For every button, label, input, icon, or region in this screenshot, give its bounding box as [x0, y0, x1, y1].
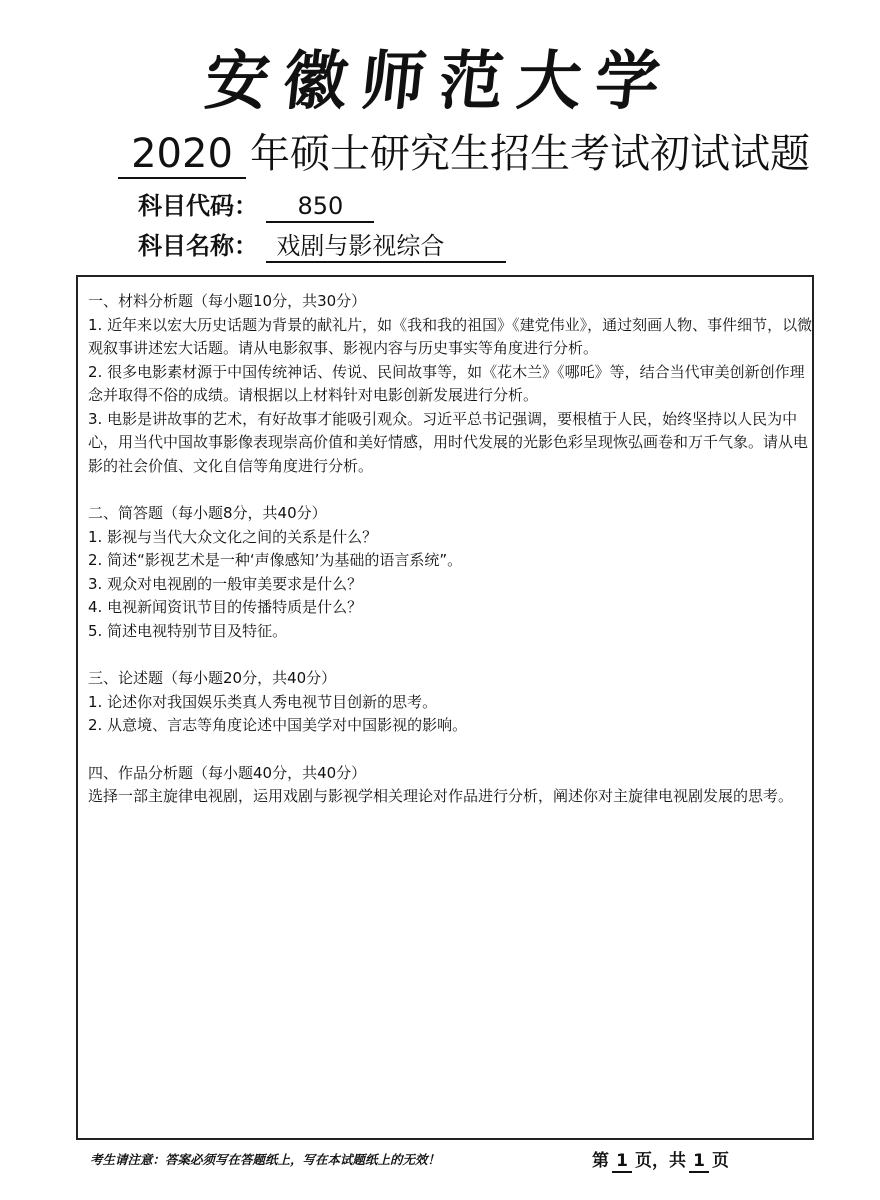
- question-item: 4. 电视新闻资讯节目的传播特质是什么？: [88, 598, 363, 616]
- exam-year: 2020: [118, 131, 246, 179]
- section-heading: 四、作品分析题（每小题40分，共40分）: [88, 763, 367, 782]
- page-current: 1: [612, 1151, 632, 1173]
- page-middle: 页，共: [635, 1151, 686, 1171]
- question-item: 3. 电影是讲故事的艺术，有好故事才能吸引观众。习近平总书记强调，要根植于人民，始终坚持以人民为中心，用当代中国故事影像表现崇高价值和美好情感，用时代发展的光影色彩呈现恢弘画卷和万千气象。请从电影的社会价值、文化自信等角度进行分析。: [88, 409, 809, 475]
- exam-notice: 考生请注意：答案必须写在答题纸上，写在本试题纸上的无效！: [90, 1152, 441, 1167]
- question-item: 1. 近年来以宏大历史话题为背景的献礼片，如《我和我的祖国》《建党伟业》，通过刻画人物、事件细节，以微观叙事讲述宏大话题。请从电影叙事、影视内容与历史事实等角度进行分析。: [88, 315, 813, 357]
- page-number: [592, 1146, 729, 1173]
- exam-title-text: 年硕士研究生招生考试初试试题: [250, 131, 810, 177]
- subject-name-label: 科目名称：: [138, 232, 258, 260]
- question-item: 3. 观众对电视剧的一般审美要求是什么？: [88, 574, 363, 593]
- exam-title: [118, 122, 810, 179]
- question-item: 2. 简述“影视艺术是一种‘声像感知’为基础的语言系统”。: [88, 551, 463, 569]
- university-logo: 安徽师范大学: [201, 44, 678, 119]
- section-heading: 二、简答题（每小题8分，共40分）: [88, 504, 327, 522]
- subject-name-row: [138, 226, 506, 263]
- page-suffix: 页: [712, 1151, 729, 1171]
- question-item: 2. 很多电影素材源于中国传统神话、传说、民间故事等，如《花木兰》《哪吒》等，结合当代审美创新创作理念并取得不俗的成绩。请根据以上材料针对电影创新发展进行分析。: [88, 362, 805, 404]
- section-heading: 一、材料分析题（每小题10分，共30分）: [88, 292, 367, 310]
- question-content: [88, 290, 816, 833]
- subject-code-row: [138, 186, 374, 223]
- subject-code-label: 科目代码：: [138, 192, 258, 220]
- subject-code: 850: [266, 192, 374, 223]
- section-short-answer: [88, 502, 816, 643]
- question-item: 2. 从意境、言志等角度论述中国美学对中国影视的影响。: [88, 716, 468, 734]
- section-heading: 三、论述题（每小题20分，共40分）: [88, 669, 337, 687]
- question-item: 1. 影视与当代大众文化之间的关系是什么？: [88, 527, 378, 546]
- section-material-analysis: [88, 290, 816, 478]
- page-prefix: 第: [592, 1151, 609, 1171]
- section-work-analysis: [88, 762, 816, 809]
- subject-name: 戏剧与影视综合: [266, 232, 506, 263]
- question-item: 5. 简述电视特别节目及特征。: [88, 621, 288, 640]
- page-total: 1: [689, 1151, 709, 1173]
- section-essay: [88, 667, 816, 738]
- question-item: 选择一部主旋律电视剧，运用戏剧与影视学相关理论对作品进行分析，阐述你对主旋律电视剧发展的思考。: [88, 787, 794, 805]
- question-item: 1. 论述你对我国娱乐类真人秀电视节目创新的思考。: [88, 692, 438, 711]
